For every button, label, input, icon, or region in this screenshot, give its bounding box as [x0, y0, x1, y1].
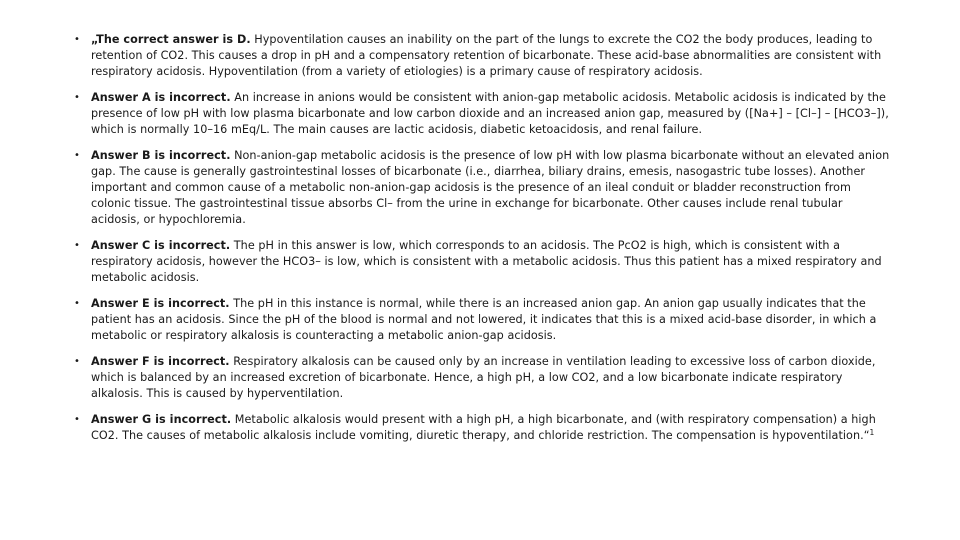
answer-b-lead: Answer B is incorrect. [91, 149, 231, 162]
answer-g-lead: Answer G is incorrect. [91, 413, 232, 426]
answer-d-explanation [74, 32, 890, 80]
answer-explanations-list [74, 32, 890, 444]
answer-g-body: Metabolic alkalosis would present with a high pH, a high bicarbonate, and (with respiratory compensation) a high CO2. The causes of metabolic alkalosis include vomiting, diuretic therapy, and chloride restriction. The compensation is hypoventilation.“ [91, 413, 876, 442]
bullet-icon: • [74, 92, 80, 103]
bullet-icon: • [74, 298, 80, 309]
answer-b-explanation [74, 148, 890, 228]
answer-f-body: Respiratory alkalosis can be caused only by an increase in ventilation leading to excessive loss of carbon dioxide, which is balanced by an increased excretion of bicarbonate. Hence, a high pH, a low CO2, and a low bicarbonate indicate respiratory alkalosis. This is caused by hyperventilation. [91, 355, 876, 400]
answer-d-body: Hypoventilation causes an inability on the part of the lungs to excrete the CO2 the body produces, leading to retention of CO2. This causes a drop in pH and a compensatory retention of bicarbonate. These acid-base abnormalities are consistent with respiratory acidosis. Hypoventilation (from a variety of etiologies) is a primary cause of respiratory acidosis. [91, 33, 882, 78]
answer-e-body: The pH in this instance is normal, while there is an increased anion gap. An anion gap usually indicates that the patient has an acidosis. Since the pH of the blood is normal and not lowered, it indicates that this is a mixed acid-base disorder, in which a metabolic or respiratory alkalosis is counteracting a metabolic anion-gap acidosis. [91, 297, 877, 342]
footnote-reference: 1 [869, 428, 875, 437]
answer-c-lead: Answer C is incorrect. [91, 239, 231, 252]
answer-f-lead: Answer F is incorrect. [91, 355, 230, 368]
answer-e-lead: Answer E is incorrect. [91, 297, 230, 310]
bullet-icon: • [74, 150, 80, 161]
answer-a-body: An increase in anions would be consistent with anion-gap metabolic acidosis. Metabolic acidosis is indicated by the presence of low pH with low plasma bicarbonate and low carbon dioxide and an increased anion gap, measured by ([Na+] – [Cl–] – [HCO3–]), which is normally 10–16 mEq/L. The main causes are lactic acidosis, diabetic ketoacidosis, and renal failure. [91, 91, 889, 136]
answer-e-explanation [74, 296, 890, 344]
bullet-icon: • [74, 356, 80, 367]
answer-g-explanation [74, 412, 890, 444]
answer-a-explanation [74, 90, 890, 138]
bullet-icon: • [74, 240, 80, 251]
answer-d-lead: „The correct answer is D. [91, 33, 251, 46]
bullet-icon: • [74, 414, 80, 425]
slide-content [74, 32, 890, 454]
answer-c-explanation [74, 238, 890, 286]
bullet-icon: • [74, 34, 80, 45]
answer-b-body: Non-anion-gap metabolic acidosis is the presence of low pH with low plasma bicarbonate without an elevated anion gap. The cause is generally gastrointestinal losses of bicarbonate (i.e., diarrhea, biliary drains, emesis, nasogastric tube losses). Another important and common cause of a metabolic non-anion-gap acidosis is the presence of an ileal conduit or bladder reconstruction from colonic tissue. The gastrointestinal tissue absorbs Cl– from the urine in exchange for bicarbonate. Other causes include renal tubular acidosis, or hypochloremia. [91, 149, 890, 226]
answer-c-body: The pH in this answer is low, which corresponds to an acidosis. The PcO2 is high, which is consistent with a respiratory acidosis, however the HCO3– is low, which is consistent with a metabolic acidosis. Thus this patient has a mixed respiratory and metabolic acidosis. [91, 239, 882, 284]
answer-f-explanation [74, 354, 890, 402]
answer-a-lead: Answer A is incorrect. [91, 91, 231, 104]
